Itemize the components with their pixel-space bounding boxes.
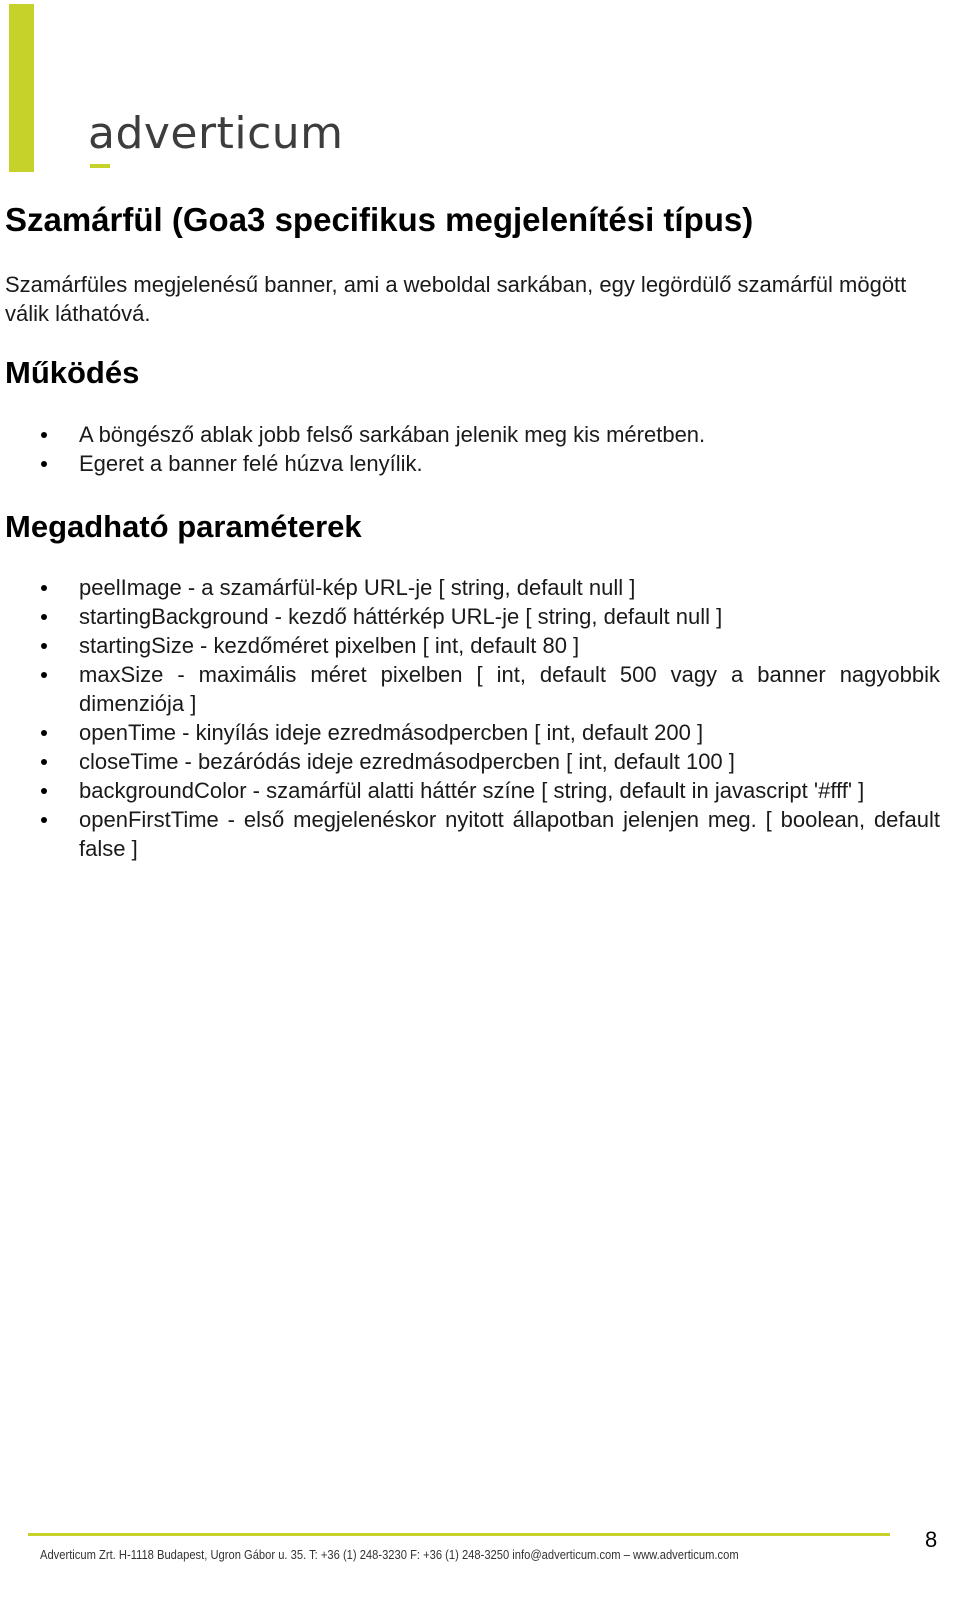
list-item <box>0 776 940 805</box>
list-item <box>0 449 940 478</box>
bullet-icon <box>41 759 47 765</box>
list-item <box>0 805 940 863</box>
list-item-text: maxSize - maximális méret pixelben [ int, default 500 vagy a banner nagyobbik dimenziója ] <box>79 662 940 716</box>
list-item <box>0 420 940 449</box>
intro-paragraph: Szamárfüles megjelenésű banner, ami a weboldal sarkában, egy legördülő szamárfül mögött válik láthatóvá. <box>5 272 907 326</box>
bullet-icon <box>41 672 47 678</box>
list-item <box>0 718 940 747</box>
footer-divider <box>28 1533 890 1536</box>
list-item-text: closeTime - bezáródás ideje ezredmásodpercben [ int, default 100 ] <box>79 749 735 774</box>
operation-list <box>0 420 940 478</box>
parameters-list <box>0 573 940 863</box>
list-item-text: startingSize - kezdőméret pixelben [ int, default 80 ] <box>79 633 580 658</box>
page-number: 8 <box>925 1527 938 1552</box>
page-title: Szamárfül (Goa3 specifikus megjelenítési típus) <box>5 201 754 238</box>
list-item-text: startingBackground - kezdő háttérkép URL-je [ string, default null ] <box>79 604 723 629</box>
bullet-icon <box>41 585 47 591</box>
footer-contact: Adverticum Zrt. H-1118 Budapest, Ugron Gábor u. 35. T: +36 (1) 248-3230 F: +36 (1) 248-3250 info@adverticum.com – www.adverticum.com <box>40 1547 739 1562</box>
list-item <box>0 747 940 776</box>
bullet-icon <box>41 432 47 438</box>
list-item-text: Egeret a banner felé húzva lenyílik. <box>79 451 423 476</box>
list-item <box>0 660 940 718</box>
parameters-heading: Megadható paraméterek <box>5 509 362 544</box>
list-item <box>0 602 940 631</box>
bullet-icon <box>41 461 47 467</box>
bullet-icon <box>41 788 47 794</box>
bullet-icon <box>41 730 47 736</box>
brand-bar <box>9 4 34 172</box>
list-item <box>0 631 940 660</box>
bullet-icon <box>41 643 47 649</box>
list-item <box>0 573 940 602</box>
list-item-text: peelImage - a szamárfül-kép URL-je [ string, default null ] <box>79 575 636 600</box>
bullet-icon <box>41 614 47 620</box>
list-item-text: openTime - kinyílás ideje ezredmásodpercben [ int, default 200 ] <box>79 720 704 745</box>
list-item-text: backgroundColor - szamárfül alatti háttér színe [ string, default in javascript '#fff' ] <box>79 778 865 803</box>
logo-accent <box>90 164 110 168</box>
list-item-text: A böngésző ablak jobb felső sarkában jelenik meg kis méretben. <box>79 422 706 447</box>
operation-heading: Működés <box>5 355 140 390</box>
adverticum-logo: adverticum <box>88 108 344 159</box>
list-item-text: openFirstTime - első megjelenéskor nyitott állapotban jelenjen meg. [ boolean, default false ] <box>79 807 940 861</box>
bullet-icon <box>41 817 47 823</box>
